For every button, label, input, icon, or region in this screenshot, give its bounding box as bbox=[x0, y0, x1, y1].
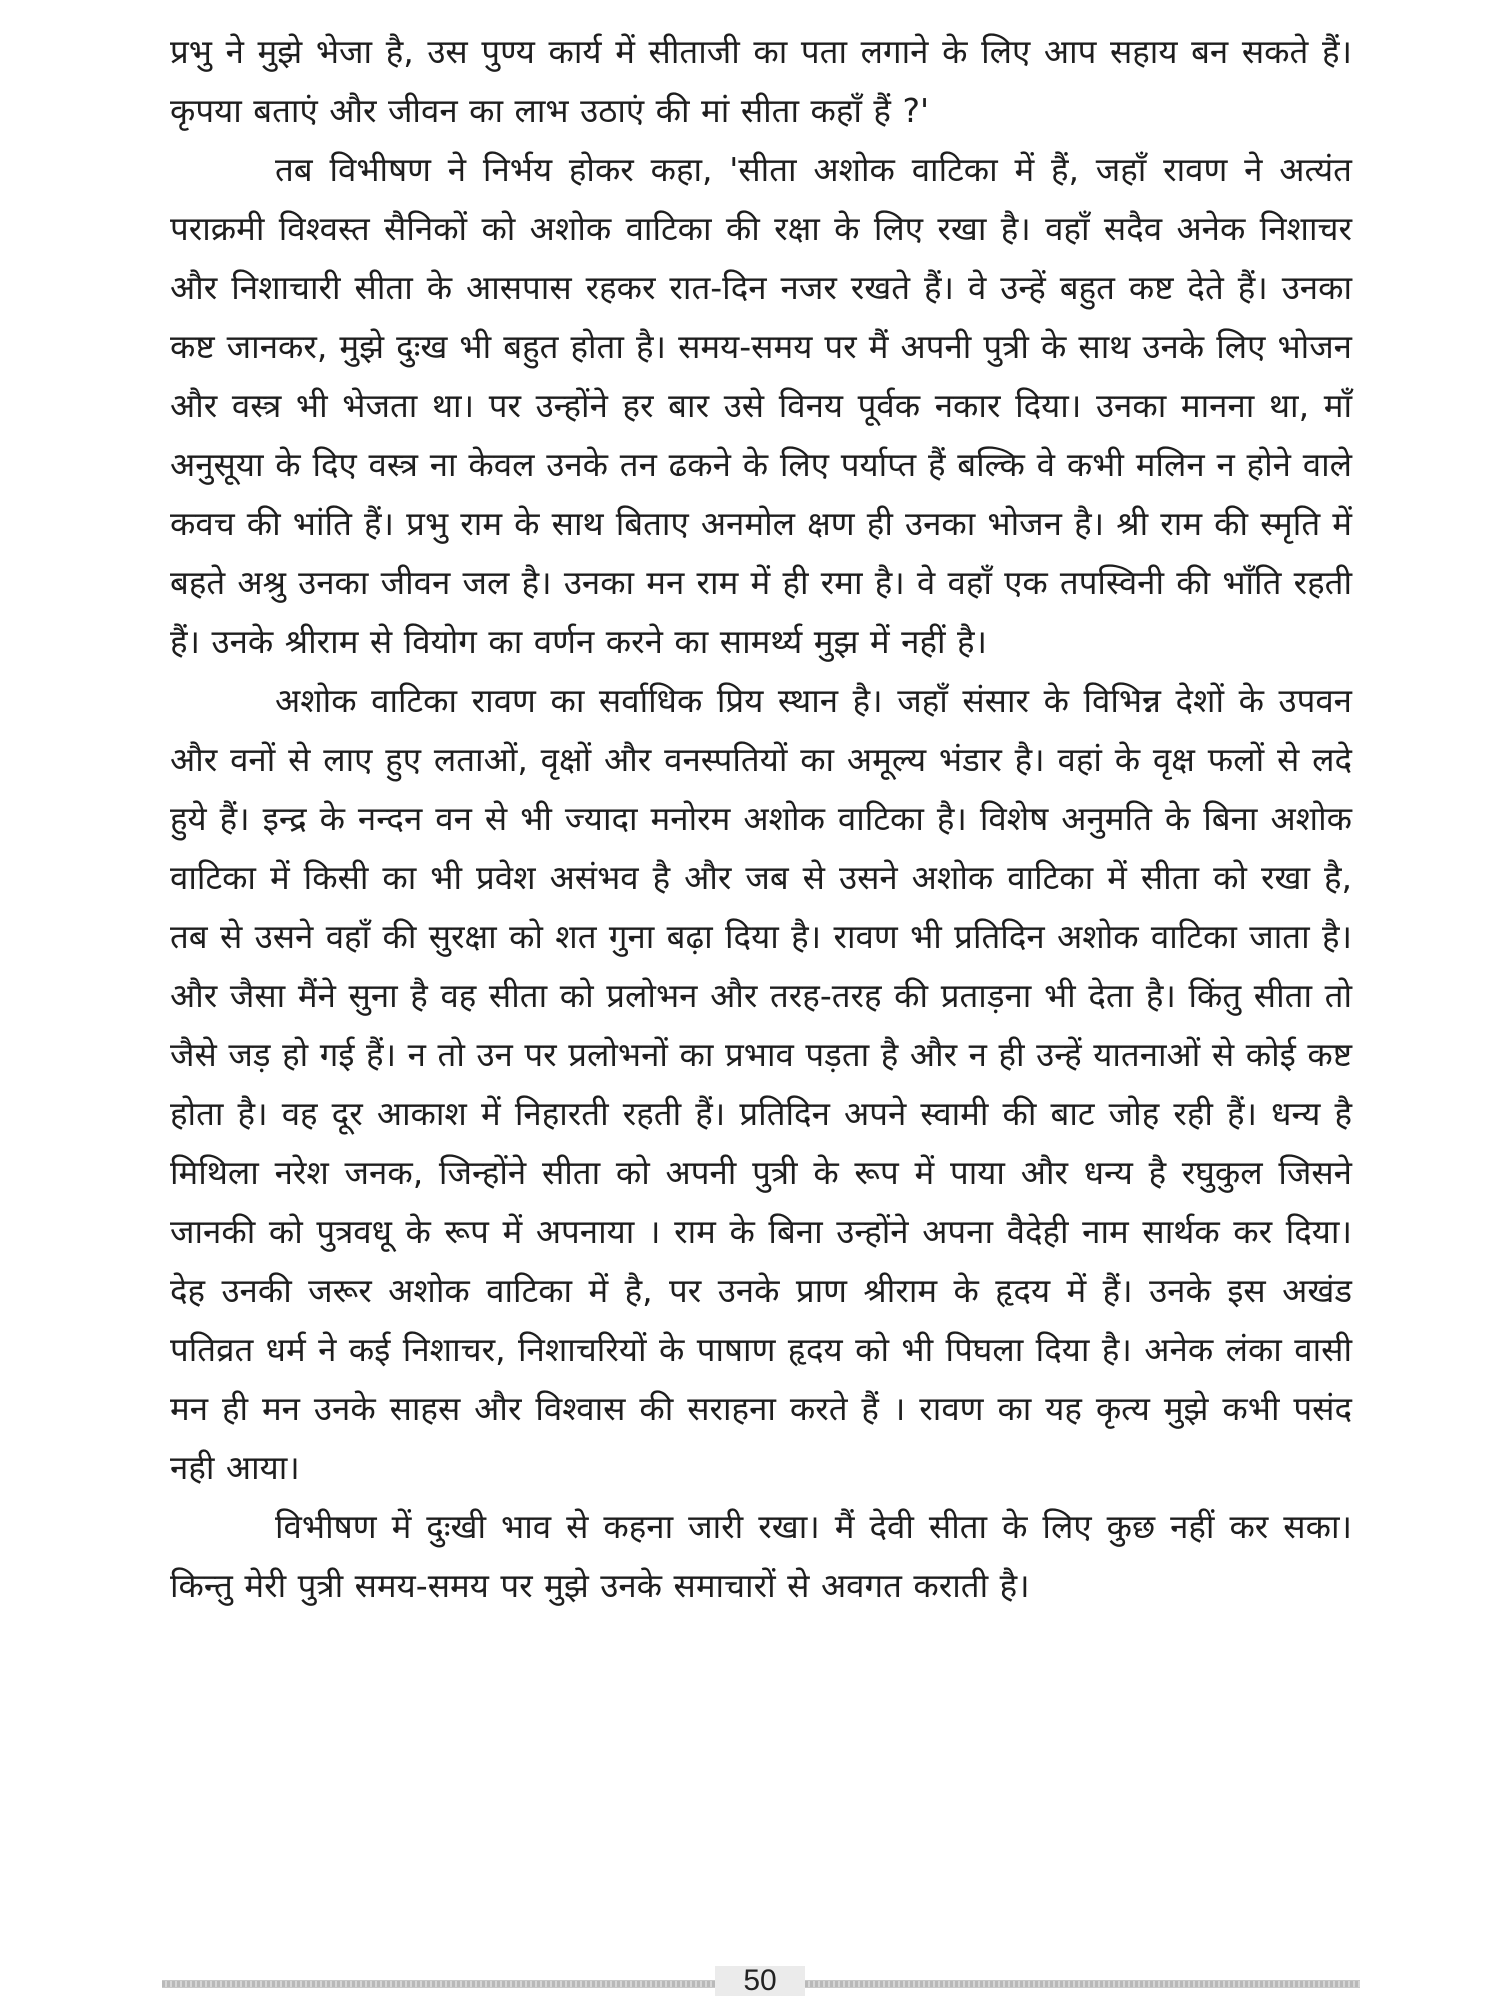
paragraph-hanuman-request: प्रभु ने मुझे भेजा है, उस पुण्य कार्य में सीताजी का पता लगाने के लिए आप सहाय बन सकते हैं। कृपया बताएं और जीवन का लाभ उठाएं की मां सीता कहाँ हैं ?' bbox=[170, 32, 1352, 130]
page-number: 50 bbox=[715, 1966, 805, 1996]
page-body bbox=[170, 22, 1352, 1922]
paragraph-vibhishan-continues: विभीषण में दुःखी भाव से कहना जारी रखा। मैं देवी सीता के लिए कुछ नहीं कर सका। किन्तु मेरी पुत्री समय-समय पर मुझे उनके समाचारों से अवगत कराती है। bbox=[170, 1507, 1352, 1605]
paragraph-vibhishan-reply: तब विभीषण ने निर्भय होकर कहा, 'सीता अशोक वाटिका में हैं, जहाँ रावण ने अत्यंत पराक्रमी विश्वस्त सैनिकों को अशोक वाटिका की रक्षा के लिए रखा है। वहाँ सदैव अनेक निशाचर और निशाचारी सीता के आसपास रहकर रात-दिन नजर रखते हैं। वे उन्हें बहुत कष्ट देते हैं। उनका कष्ट जानकर, मुझे दुःख भी बहुत होता है। समय-समय पर मैं अपनी पुत्री के साथ उनके लिए भोजन और वस्त्र भी भेजता था। पर उन्होंने हर बार उसे विनय पूर्वक नकार दिया। उनका मानना था, माँ अनुसूया के दिए वस्त्र ना केवल उनके तन ढकने के लिए पर्याप्त हैं बल्कि वे कभी मलिन न होने वाले कवच की भांति हैं। प्रभु राम के साथ बिताए अनमोल क्षण ही उनका भोजन है। श्री राम की स्मृति में बहते अश्रु उनका जीवन जल है। उनका मन राम में ही रमा है। वे वहाँ एक तपस्विनी की भाँति रहती हैं। उनके श्रीराम से वियोग का वर्णन करने का सामर्थ्य मुझ में नहीं है। bbox=[170, 150, 1352, 661]
footer-rule-right bbox=[805, 1980, 1360, 1988]
paragraph-ashok-vatika: अशोक वाटिका रावण का सर्वाधिक प्रिय स्थान है। जहाँ संसार के विभिन्न देशों के उपवन और वनों से लाए हुए लताओं, वृक्षों और वनस्पतियों का अमूल्य भंडार है। वहां के वृक्ष फलों से लदे हुये हैं। इन्द्र के नन्दन वन से भी ज्यादा मनोरम अशोक वाटिका है। विशेष अनुमति के बिना अशोक वाटिका में किसी का भी प्रवेश असंभव है और जब से उसने अशोक वाटिका में सीता को रखा है, तब से उसने वहाँ की सुरक्षा को शत गुना बढ़ा दिया है। रावण भी प्रतिदिन अशोक वाटिका जाता है। और जैसा मैंने सुना है वह सीता को प्रलोभन और तरह-तरह की प्रताड़ना भी देता है। किंतु सीता तो जैसे जड़ हो गई हैं। न तो उन पर प्रलोभनों का प्रभाव पड़ता है और न ही उन्हें यातनाओं से कोई कष्ट होता है। वह दूर आकाश में निहारती रहती हैं। प्रतिदिन अपने स्वामी की बाट जोह रही हैं। धन्य है मिथिला नरेश जनक, जिन्होंने सीता को अपनी पुत्री के रूप में पाया और धन्य है रघुकुल जिसने जानकी को पुत्रवधू के रूप में अपनाया । राम के बिना उन्होंने अपना वैदेही नाम सार्थक कर दिया। देह उनकी जरूर अशोक वाटिका में है, पर उनके प्राण श्रीराम के हृदय में हैं। उनके इस अखंड पतिव्रत धर्म ने कई निशाचर, निशाचरियों के पाषाण हृदय को भी पिघला दिया है। अनेक लंका वासी मन ही मन उनके साहस और विश्वास की सराहना करते हैं । रावण का यह कृत्य मुझे कभी पसंद नही आया। bbox=[170, 681, 1352, 1487]
page-footer bbox=[162, 1966, 1360, 1996]
footer-rule-left bbox=[162, 1980, 715, 1988]
